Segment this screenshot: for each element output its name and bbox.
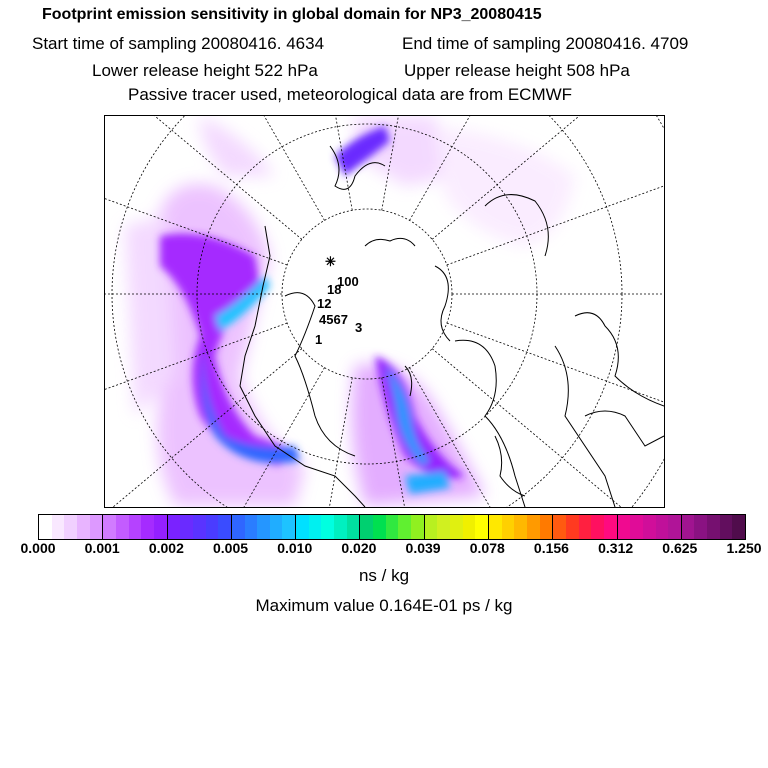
colorbar-swatch xyxy=(129,515,142,539)
latitude-circle xyxy=(282,209,452,379)
lower-release-height: Lower release height 522 hPa xyxy=(92,61,318,80)
colorbar-swatch xyxy=(618,515,631,539)
colorbar-tick-label: 0.000 xyxy=(20,540,56,556)
colorbar-swatch xyxy=(360,515,373,539)
footprint-map xyxy=(105,116,664,507)
colorbar-tick-label: 0.078 xyxy=(469,540,505,556)
sensitivity-field xyxy=(125,116,575,506)
chart-title: Footprint emission sensitivity in global domain for NP3_20080415 xyxy=(42,6,542,23)
colorbar-tick-label: 1.250 xyxy=(726,540,762,556)
colorbar-swatch xyxy=(116,515,129,539)
colorbar-swatch xyxy=(309,515,322,539)
colorbar-swatch xyxy=(411,515,425,539)
colorbar-swatch xyxy=(566,515,579,539)
release-label: 100 xyxy=(337,274,359,289)
colorbar-tick-label: 0.020 xyxy=(341,540,377,556)
start-time: Start time of sampling 20080416. 4634 xyxy=(32,34,325,53)
colorbar-swatch xyxy=(527,515,540,539)
colorbar-swatch xyxy=(656,515,669,539)
colorbar-swatch xyxy=(232,515,245,539)
colorbar-tick-label: 0.625 xyxy=(662,540,698,556)
colorbar-swatch xyxy=(154,515,168,539)
colorbar-swatch xyxy=(489,515,502,539)
colorbar-swatch xyxy=(180,515,193,539)
colorbar-swatch xyxy=(386,515,399,539)
colorbar-tick-label: 0.002 xyxy=(148,540,184,556)
colorbar-swatch xyxy=(398,515,411,539)
colorbar xyxy=(38,514,746,540)
colorbar-swatch xyxy=(206,515,219,539)
release-label: 3 xyxy=(355,320,363,335)
colorbar-tick-label: 0.156 xyxy=(533,540,569,556)
release-label: 1 xyxy=(315,332,323,347)
colorbar-tick-label: 0.312 xyxy=(598,540,634,556)
colorbar-swatch xyxy=(463,515,476,539)
colorbar-swatch xyxy=(514,515,527,539)
colorbar-swatch xyxy=(720,515,733,539)
colorbar-swatch xyxy=(682,515,695,539)
colorbar-swatch xyxy=(168,515,181,539)
colorbar-swatch xyxy=(732,515,745,539)
colorbar-swatch xyxy=(141,515,154,539)
colorbar-swatch xyxy=(257,515,270,539)
colorbar-swatch xyxy=(296,515,309,539)
colorbar-swatch xyxy=(437,515,450,539)
map-panel xyxy=(104,115,665,508)
colorbar-tick-label: 0.010 xyxy=(277,540,313,556)
colorbar-swatch xyxy=(579,515,592,539)
colorbar-swatch xyxy=(347,515,361,539)
colorbar-swatch xyxy=(103,515,116,539)
colorbar-swatch xyxy=(643,515,656,539)
colorbar-swatch xyxy=(52,515,65,539)
release-label: 12 xyxy=(317,296,332,311)
colorbar-swatch xyxy=(282,515,296,539)
release-label: 18 xyxy=(327,282,342,297)
maximum-value: Maximum value 0.164E-01 ps / kg xyxy=(255,596,513,615)
end-time: End time of sampling 20080416. 4709 xyxy=(402,34,689,53)
colorbar-swatch xyxy=(630,515,643,539)
tracer-note: Passive tracer used, meteorological data are from ECMWF xyxy=(128,85,573,104)
colorbar-swatch xyxy=(245,515,258,539)
colorbar-swatch xyxy=(591,515,604,539)
colorbar-tick-label: 0.001 xyxy=(84,540,120,556)
meridian-line xyxy=(447,323,664,507)
colorbar-swatch xyxy=(450,515,463,539)
colorbar-swatch xyxy=(425,515,438,539)
release-marker: ✳ xyxy=(325,254,336,269)
colorbar-swatch xyxy=(707,515,720,539)
colorbar-swatch xyxy=(540,515,554,539)
colorbar-unit: ns / kg xyxy=(358,566,410,585)
colorbar-swatch xyxy=(270,515,283,539)
upper-release-height: Upper release height 508 hPa xyxy=(404,61,630,80)
colorbar-swatch xyxy=(77,515,90,539)
colorbar-swatch xyxy=(334,515,347,539)
release-label: 4567 xyxy=(319,312,348,327)
colorbar-swatch xyxy=(64,515,77,539)
colorbar-tick-label: 0.005 xyxy=(213,540,249,556)
release-labels xyxy=(315,254,362,347)
colorbar-swatch xyxy=(475,515,489,539)
colorbar-swatch xyxy=(39,515,52,539)
colorbar-swatch xyxy=(604,515,618,539)
colorbar-swatch xyxy=(90,515,104,539)
colorbar-swatch xyxy=(694,515,707,539)
colorbar-swatch xyxy=(373,515,386,539)
colorbar-swatch xyxy=(321,515,334,539)
colorbar-tick-label: 0.039 xyxy=(405,540,441,556)
colorbar-swatch xyxy=(668,515,682,539)
colorbar-swatch xyxy=(553,515,566,539)
colorbar-swatch xyxy=(218,515,232,539)
colorbar-swatch xyxy=(502,515,515,539)
colorbar-swatch xyxy=(193,515,206,539)
